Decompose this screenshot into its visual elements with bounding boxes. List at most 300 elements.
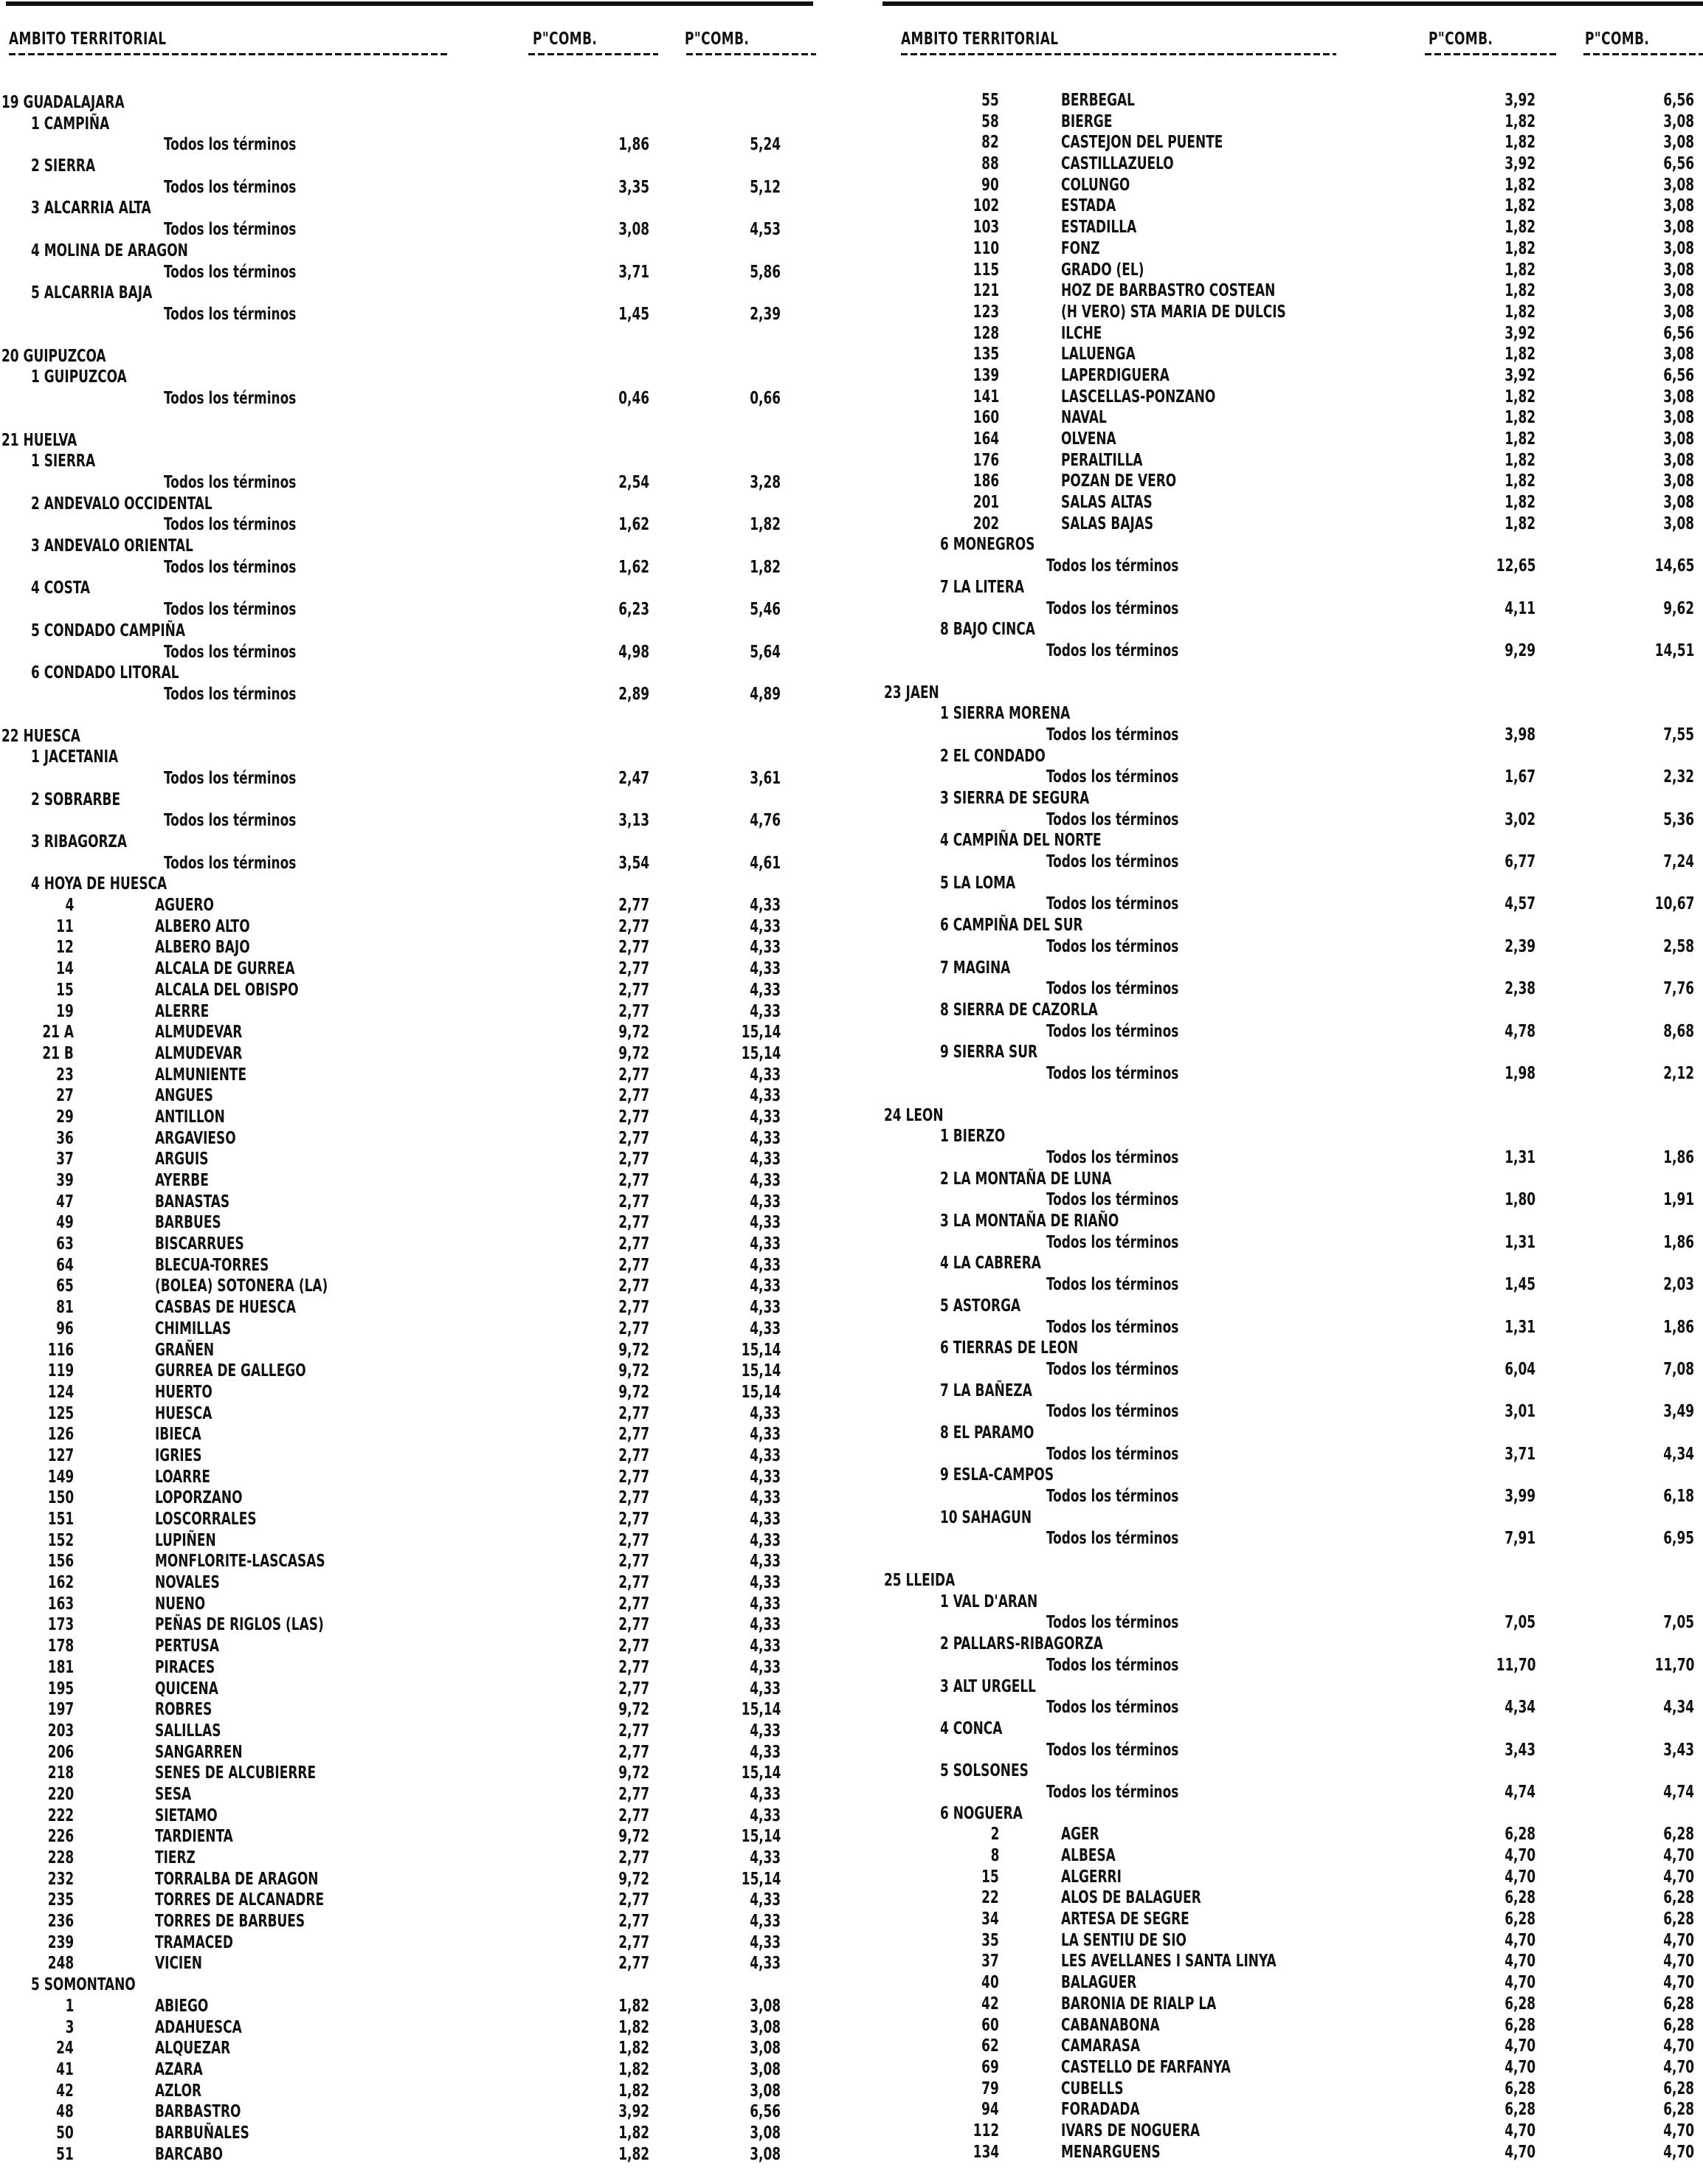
section-spacer — [0, 326, 826, 347]
pcomb-value-1: 9,72 — [618, 1382, 649, 1402]
municipio-row — [0, 959, 826, 981]
municipio-row — [882, 91, 1703, 112]
pcomb-value-2: 4,33 — [750, 1086, 781, 1106]
pcomb-value-1: 4,57 — [1505, 894, 1536, 914]
pcomb-value-2: 3,08 — [1663, 238, 1694, 258]
comarca-label: 5 ALCARRIA BAJA — [31, 283, 153, 303]
municipio-row — [0, 1319, 826, 1341]
municipio-code: 206 — [47, 1742, 74, 1762]
municipio-name: ARGAVIESO — [155, 1128, 236, 1148]
pcomb-value-2: 6,28 — [1663, 1888, 1694, 1908]
pcomb-value-1: 11,70 — [1496, 1655, 1536, 1675]
municipio-name: GRADO (EL) — [1061, 260, 1144, 280]
municipio-row — [0, 917, 826, 939]
municipio-code: 218 — [47, 1763, 74, 1783]
municipio-name: VICIEN — [155, 1954, 202, 1974]
todos-terminos-label: Todos los términos — [1046, 1402, 1179, 1422]
municipio-name: LALUENGA — [1061, 345, 1136, 364]
todos-terminos-row — [882, 979, 1703, 1001]
pcomb-value-2: 4,33 — [750, 1679, 781, 1699]
todos-terminos-label: Todos los términos — [164, 557, 297, 577]
pcomb-value-1: 1,82 — [1505, 111, 1536, 131]
municipio-code: 82 — [981, 133, 999, 153]
municipio-name: QUICENA — [155, 1679, 218, 1699]
municipio-row — [0, 2039, 826, 2060]
comarca-row — [0, 747, 826, 769]
comarca-row — [882, 1508, 1703, 1530]
section-spacer — [0, 410, 826, 431]
todos-terminos-row — [882, 937, 1703, 958]
todos-terminos-label: Todos los términos — [1046, 1317, 1179, 1337]
pcomb-value-1: 3,99 — [1505, 1487, 1536, 1506]
municipio-code: 232 — [47, 1869, 74, 1889]
pcomb-value-2: 4,53 — [750, 220, 781, 240]
municipio-name: NAVAL — [1061, 408, 1107, 428]
todos-terminos-label: Todos los términos — [164, 515, 297, 535]
comarca-label: 1 BIERZO — [940, 1127, 1006, 1147]
pcomb-value-1: 1,82 — [618, 2123, 649, 2143]
todos-terminos-label: Todos los términos — [1046, 1275, 1179, 1295]
pcomb-value-2: 6,28 — [1663, 1994, 1694, 2014]
todos-terminos-row — [882, 1190, 1703, 1212]
pcomb-value-2: 15,14 — [741, 1827, 781, 1847]
municipio-code: 163 — [47, 1594, 74, 1614]
province-row — [882, 683, 1703, 705]
todos-terminos-label: Todos los términos — [1046, 556, 1179, 576]
pcomb-value-1: 2,77 — [618, 1721, 649, 1741]
municipio-name: AGER — [1061, 1825, 1099, 1845]
municipio-row — [0, 896, 826, 917]
pcomb-value-1: 9,72 — [618, 1869, 649, 1889]
municipio-name: ANTILLON — [155, 1107, 225, 1127]
comarca-row — [882, 1127, 1703, 1148]
municipio-name: TIERZ — [155, 1848, 196, 1867]
todos-terminos-row — [882, 1360, 1703, 1381]
section-spacer — [882, 663, 1703, 683]
header-dash-col2 — [686, 53, 816, 55]
comarca-label: 1 GUIPUZCOA — [31, 367, 127, 387]
pcomb-value-1: 1,31 — [1505, 1148, 1536, 1167]
pcomb-value-2: 4,70 — [1663, 1846, 1694, 1865]
pcomb-value-2: 6,28 — [1663, 1910, 1694, 1929]
municipio-name: TORRES DE BARBUES — [155, 1912, 305, 1932]
municipio-code: 121 — [973, 281, 999, 301]
pcomb-value-2: 1,86 — [1663, 1232, 1694, 1252]
pcomb-value-1: 2,77 — [618, 1171, 649, 1190]
comarca-row — [882, 1381, 1703, 1403]
municipio-row — [882, 176, 1703, 197]
pcomb-value-1: 1,82 — [1505, 302, 1536, 322]
pcomb-value-2: 2,12 — [1663, 1063, 1694, 1083]
pcomb-value-2: 3,08 — [1663, 196, 1694, 216]
municipio-name: ILCHE — [1061, 323, 1102, 343]
todos-terminos-label: Todos los términos — [164, 388, 297, 408]
municipio-code: 102 — [973, 196, 999, 216]
municipio-name: IGRIES — [155, 1445, 202, 1465]
comarca-label: 7 LA LITERA — [940, 577, 1025, 597]
todos-terminos-label: Todos los términos — [164, 220, 297, 240]
todos-terminos-row — [882, 1741, 1703, 1762]
pcomb-value-1: 1,82 — [1505, 238, 1536, 258]
municipio-name: ALCALA DE GURREA — [155, 959, 295, 979]
municipio-code: 41 — [56, 2059, 74, 2079]
todos-terminos-label: Todos los términos — [1046, 1487, 1179, 1506]
municipio-row — [0, 1276, 826, 1298]
municipio-name: CUBELLS — [1061, 2078, 1124, 2098]
pcomb-value-2: 15,14 — [741, 1382, 781, 1402]
comarca-row — [882, 1634, 1703, 1656]
municipio-name: FORADADA — [1061, 2100, 1140, 2120]
province-row — [882, 1571, 1703, 1592]
comarca-row — [0, 452, 826, 473]
municipio-code: 123 — [973, 302, 999, 322]
municipio-code: 55 — [981, 91, 999, 110]
pcomb-value-2: 3,08 — [1663, 493, 1694, 513]
province-label: 19 GUADALAJARA — [1, 93, 125, 112]
municipio-name: LOARRE — [155, 1467, 210, 1487]
pcomb-value-1: 7,05 — [1505, 1613, 1536, 1633]
left-rows — [0, 93, 826, 2166]
pcomb-value-1: 3,08 — [618, 220, 649, 240]
municipio-name: BALAGUER — [1061, 1973, 1137, 1993]
municipio-code: 65 — [56, 1276, 74, 1296]
municipio-row — [0, 1573, 826, 1594]
todos-terminos-label: Todos los términos — [1046, 598, 1179, 618]
pcomb-value-2: 1,91 — [1663, 1190, 1694, 1210]
municipio-row — [0, 1404, 826, 1426]
pcomb-value-2: 8,68 — [1663, 1021, 1694, 1041]
municipio-code: 12 — [56, 938, 74, 958]
municipio-row — [0, 1002, 826, 1023]
municipio-row — [882, 345, 1703, 366]
pcomb-value-2: 4,33 — [750, 916, 781, 936]
section-spacer — [0, 706, 826, 727]
pcomb-value-2: 4,33 — [750, 1001, 781, 1021]
pcomb-value-1: 3,71 — [618, 262, 649, 282]
municipio-code: 197 — [47, 1700, 74, 1720]
pcomb-value-2: 4,33 — [750, 1573, 781, 1593]
municipio-name: ALMUNIENTE — [155, 1065, 247, 1085]
pcomb-value-1: 9,72 — [618, 1361, 649, 1381]
pcomb-value-1: 3,35 — [618, 177, 649, 197]
pcomb-value-1: 4,70 — [1505, 2057, 1536, 2077]
municipio-code: 4 — [65, 896, 74, 916]
municipio-name: ALQUEZAR — [155, 2039, 231, 2059]
pcomb-value-2: 4,89 — [750, 684, 781, 704]
comarca-label: 4 CAMPIÑA DEL NORTE — [940, 831, 1102, 851]
pcomb-value-1: 1,82 — [1505, 133, 1536, 153]
province-label: 21 HUELVA — [1, 430, 77, 450]
municipio-code: 126 — [47, 1425, 74, 1445]
municipio-code: 152 — [47, 1530, 74, 1550]
todos-terminos-label: Todos los términos — [1046, 1190, 1179, 1210]
pcomb-value-2: 4,33 — [750, 1488, 781, 1508]
pcomb-value-1: 1,45 — [618, 304, 649, 324]
comarca-row — [882, 1296, 1703, 1318]
pcomb-value-2: 4,33 — [750, 1425, 781, 1445]
todos-terminos-row — [882, 1064, 1703, 1085]
header-col1: P"COMB. — [533, 30, 598, 49]
pcomb-value-1: 1,82 — [1505, 514, 1536, 533]
todos-terminos-row — [0, 135, 826, 156]
municipio-row — [0, 981, 826, 1002]
municipio-name: PIRACES — [155, 1657, 215, 1677]
pcomb-value-2: 4,33 — [750, 1510, 781, 1529]
municipio-code: 27 — [56, 1086, 74, 1106]
pcomb-value-1: 6,28 — [1505, 2100, 1536, 2120]
pcomb-value-1: 2,77 — [618, 896, 649, 916]
pcomb-value-2: 4,33 — [750, 1594, 781, 1614]
todos-terminos-label: Todos los términos — [1046, 936, 1179, 956]
municipio-row — [0, 1086, 826, 1107]
municipio-row — [882, 112, 1703, 134]
pcomb-value-1: 2,77 — [618, 1086, 649, 1106]
comarca-row — [882, 620, 1703, 641]
municipio-name: IVARS DE NOGUERA — [1061, 2121, 1201, 2140]
todos-terminos-label: Todos los términos — [164, 600, 297, 620]
pcomb-value-1: 4,34 — [1505, 1698, 1536, 1718]
todos-terminos-label: Todos los términos — [164, 853, 297, 873]
comarca-row — [0, 578, 826, 600]
municipio-code: 35 — [981, 1930, 999, 1950]
pcomb-value-2: 15,14 — [741, 1763, 781, 1783]
municipio-row — [882, 196, 1703, 218]
pcomb-value-1: 1,82 — [618, 2144, 649, 2164]
municipio-code: 226 — [47, 1827, 74, 1847]
municipio-name: ALCALA DEL OBISPO — [155, 980, 299, 1000]
pcomb-value-1: 3,71 — [1505, 1444, 1536, 1464]
municipio-code: 186 — [973, 471, 999, 491]
todos-terminos-row — [882, 1698, 1703, 1719]
pcomb-value-1: 3,92 — [1505, 91, 1536, 110]
pcomb-value-2: 4,70 — [1663, 2121, 1694, 2140]
comarca-label: 2 SOBRARBE — [31, 789, 121, 809]
municipio-name: LOPORZANO — [155, 1488, 243, 1508]
pcomb-value-1: 1,82 — [1505, 196, 1536, 216]
pcomb-value-1: 4,98 — [618, 642, 649, 662]
todos-terminos-label: Todos los términos — [1046, 852, 1179, 872]
municipio-name: BARBUÑALES — [155, 2123, 249, 2143]
comarca-label: 4 MOLINA DE ARAGON — [31, 241, 188, 260]
pcomb-value-1: 2,77 — [618, 1742, 649, 1762]
municipio-name: SANGARREN — [155, 1742, 243, 1762]
municipio-code: 173 — [47, 1615, 74, 1635]
municipio-name: BARBUES — [155, 1213, 221, 1233]
comarca-row — [0, 114, 826, 136]
comarca-row — [882, 1761, 1703, 1783]
todos-terminos-row — [0, 854, 826, 875]
pcomb-value-1: 7,91 — [1505, 1529, 1536, 1549]
pcomb-value-2: 3,08 — [1663, 281, 1694, 301]
todos-terminos-label: Todos los términos — [164, 811, 297, 831]
pcomb-value-2: 6,56 — [1663, 91, 1694, 110]
comarca-label: 4 COSTA — [31, 578, 91, 598]
municipio-row — [0, 1298, 826, 1319]
municipio-code: 110 — [973, 238, 999, 258]
municipio-code: 81 — [56, 1298, 74, 1318]
municipio-row — [0, 1044, 826, 1065]
municipio-row — [0, 1341, 826, 1362]
pcomb-value-1: 2,47 — [618, 768, 649, 788]
pcomb-value-1: 2,77 — [618, 959, 649, 979]
pcomb-value-1: 2,77 — [618, 1150, 649, 1169]
pcomb-value-1: 4,11 — [1505, 598, 1536, 618]
pcomb-value-1: 2,77 — [618, 1552, 649, 1572]
pcomb-value-2: 4,70 — [1663, 1930, 1694, 1950]
comarca-row — [882, 1254, 1703, 1275]
municipio-name: ALMUDEVAR — [155, 1043, 243, 1063]
municipio-code: 64 — [56, 1255, 74, 1275]
comarca-label: 2 EL CONDADO — [940, 746, 1046, 766]
municipio-code: 164 — [973, 429, 999, 449]
municipio-row — [882, 1952, 1703, 1973]
pcomb-value-2: 3,08 — [750, 2123, 781, 2143]
pcomb-value-1: 1,82 — [618, 2059, 649, 2079]
pcomb-value-1: 1,82 — [618, 2081, 649, 2101]
pcomb-value-2: 3,08 — [1663, 175, 1694, 195]
todos-terminos-label: Todos los términos — [1046, 640, 1179, 660]
comarca-label: 5 ASTORGA — [940, 1296, 1021, 1316]
municipio-row — [0, 1425, 826, 1446]
municipio-name: BISCARRUES — [155, 1234, 244, 1254]
municipio-code: 149 — [47, 1467, 74, 1487]
comarca-row — [882, 1043, 1703, 1064]
municipio-code: 236 — [47, 1912, 74, 1932]
municipio-code: 42 — [56, 2081, 74, 2101]
pcomb-value-2: 14,51 — [1654, 640, 1694, 660]
comarca-label: 2 LA MONTAÑA DE LUNA — [940, 1169, 1112, 1189]
municipio-code: 47 — [56, 1192, 74, 1212]
municipio-code: 202 — [973, 514, 999, 533]
pcomb-value-1: 1,62 — [618, 515, 649, 535]
comarca-label: 8 EL PARAMO — [940, 1423, 1034, 1442]
todos-terminos-label: Todos los términos — [164, 473, 297, 492]
municipio-name: BANASTAS — [155, 1192, 230, 1212]
todos-terminos-row — [0, 473, 826, 494]
todos-terminos-label: Todos los términos — [1046, 1529, 1179, 1549]
comarca-label: 6 NOGUERA — [940, 1803, 1023, 1823]
province-label: 24 LEON — [884, 1105, 944, 1125]
municipio-name: SIETAMO — [155, 1805, 218, 1825]
municipio-row — [0, 2081, 826, 2103]
pcomb-value-2: 3,08 — [1663, 429, 1694, 449]
pcomb-value-1: 1,45 — [1505, 1275, 1536, 1295]
comarca-row — [882, 1338, 1703, 1360]
municipio-name: LES AVELLANES I SANTA LINYA — [1061, 1952, 1277, 1972]
comarca-label: 1 CAMPIÑA — [31, 114, 110, 134]
pcomb-value-2: 3,08 — [1663, 408, 1694, 428]
comarca-row — [882, 747, 1703, 768]
municipio-row — [0, 1743, 826, 1764]
municipio-row — [0, 1763, 826, 1785]
municipio-name: BARBASTRO — [155, 2102, 241, 2122]
pcomb-value-2: 4,33 — [750, 1213, 781, 1233]
municipio-name: ESTADA — [1061, 196, 1116, 216]
todos-terminos-row — [882, 1275, 1703, 1296]
header-col1: P"COMB. — [1429, 30, 1493, 49]
pcomb-value-1: 1,82 — [618, 1996, 649, 2016]
todos-terminos-row — [0, 600, 826, 621]
municipio-code: 24 — [56, 2039, 74, 2059]
pcomb-value-2: 1,82 — [750, 557, 781, 577]
pcomb-value-2: 4,33 — [750, 1912, 781, 1932]
municipio-code: 79 — [981, 2078, 999, 2098]
municipio-name: AZARA — [155, 2059, 203, 2079]
todos-terminos-row — [882, 1022, 1703, 1043]
pcomb-value-1: 9,72 — [618, 1827, 649, 1847]
pcomb-value-1: 1,62 — [618, 557, 649, 577]
province-row — [882, 1106, 1703, 1127]
pcomb-value-1: 1,31 — [1505, 1317, 1536, 1337]
todos-terminos-row — [882, 1402, 1703, 1423]
todos-terminos-row — [882, 1318, 1703, 1339]
pcomb-value-1: 6,28 — [1505, 1910, 1536, 1929]
pcomb-value-1: 1,80 — [1505, 1190, 1536, 1210]
pcomb-value-1: 3,92 — [1505, 154, 1536, 174]
todos-terminos-row — [882, 1445, 1703, 1466]
todos-terminos-row — [0, 263, 826, 284]
comarca-label: 3 ALT URGELL — [940, 1676, 1036, 1696]
pcomb-value-1: 1,86 — [618, 135, 649, 155]
pcomb-value-1: 2,77 — [618, 1805, 649, 1825]
top-rule — [6, 1, 813, 6]
comarca-label: 1 VAL D'ARAN — [940, 1592, 1038, 1611]
municipio-name: HUERTO — [155, 1382, 213, 1402]
pcomb-value-1: 1,82 — [1505, 471, 1536, 491]
municipio-code: 2 — [990, 1825, 999, 1845]
pcomb-value-1: 2,77 — [618, 980, 649, 1000]
pcomb-value-2: 3,43 — [1663, 1740, 1694, 1760]
pcomb-value-1: 4,70 — [1505, 1846, 1536, 1865]
comarca-label: 1 JACETANIA — [31, 747, 119, 767]
comarca-label: 5 SOMONTANO — [31, 1975, 136, 1995]
municipio-name: ADAHUESCA — [155, 2017, 242, 2037]
pcomb-value-1: 2,38 — [1505, 979, 1536, 999]
pcomb-value-2: 4,33 — [750, 1657, 781, 1677]
pcomb-value-1: 2,77 — [618, 1530, 649, 1550]
section-spacer — [882, 1550, 1703, 1571]
municipio-row — [0, 1848, 826, 1870]
municipio-name: ALERRE — [155, 1001, 210, 1021]
pcomb-value-1: 1,82 — [1505, 345, 1536, 364]
municipio-name: ARTESA DE SEGRE — [1061, 1910, 1189, 1929]
municipio-code: 128 — [973, 323, 999, 343]
municipio-code: 11 — [56, 916, 74, 936]
pcomb-value-1: 3,02 — [1505, 809, 1536, 829]
pcomb-value-2: 4,33 — [750, 1192, 781, 1212]
comarca-row — [882, 1001, 1703, 1022]
municipio-code: 176 — [973, 450, 999, 470]
municipio-code: 124 — [47, 1382, 74, 1402]
pcomb-value-2: 3,08 — [750, 2059, 781, 2079]
pcomb-value-1: 2,77 — [618, 1890, 649, 1910]
todos-terminos-label: Todos los términos — [1046, 767, 1179, 787]
municipio-row — [0, 1171, 826, 1192]
municipio-row — [882, 239, 1703, 260]
pcomb-value-2: 4,33 — [750, 1637, 781, 1656]
municipio-code: 34 — [981, 1910, 999, 1929]
municipio-code: 40 — [981, 1973, 999, 1993]
todos-terminos-row — [0, 643, 826, 664]
pcomb-value-1: 1,31 — [1505, 1232, 1536, 1252]
pcomb-value-1: 4,70 — [1505, 1867, 1536, 1887]
pcomb-value-1: 6,28 — [1505, 1994, 1536, 2014]
municipio-name: TORRALBA DE ARAGON — [155, 1869, 319, 1889]
municipio-code: 156 — [47, 1552, 74, 1572]
comarca-label: 10 SAHAGUN — [940, 1507, 1032, 1527]
municipio-code: 220 — [47, 1784, 74, 1804]
municipio-code: 63 — [56, 1234, 74, 1254]
